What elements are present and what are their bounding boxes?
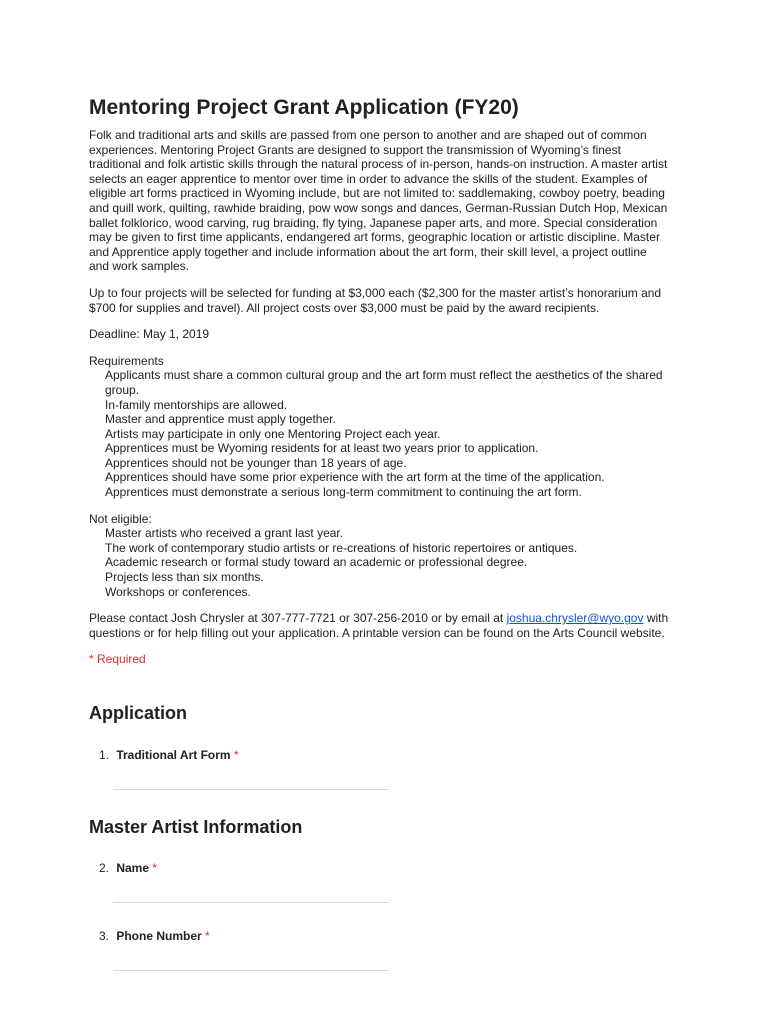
requirement-item: Applicants must share a common cultural group and the art form must reflect the aesthetics of the shared group. (105, 368, 663, 397)
question-phone-number (99, 929, 669, 943)
section-title-application: Application (89, 703, 187, 724)
section-title-master-artist: Master Artist Information (89, 817, 303, 838)
requirement-item: In-family mentorships are allowed. (105, 397, 288, 412)
required-note: * Required (89, 652, 146, 667)
contact-text-after: with questions or for help filling out your application. A printable version can be found on the Arts Council website. (89, 611, 669, 640)
required-asterisk: * (149, 861, 158, 876)
question-name (99, 861, 669, 875)
not-eligible-item: The work of contemporary studio artists or re-creations of historic repertoires or antiques. (105, 540, 578, 555)
phone-number-input[interactable] (113, 970, 389, 971)
question-traditional-art-form (99, 748, 669, 762)
requirement-item: Apprentices must be Wyoming residents for at least two years prior to application. (105, 441, 539, 456)
funding-paragraph: Up to four projects will be selected for funding at $3,000 each ($2,300 for the master artist’s honorarium and $700 for supplies and travel). All project costs over $3,000 must be paid by the award recipients. (89, 285, 662, 315)
requirement-item: Apprentices should not be younger than 18 years of age. (105, 455, 407, 470)
not-eligible-heading: Not eligible: (89, 511, 152, 526)
intro-paragraph: Folk and traditional arts and skills are passed from one person to another and are shaped out of common experiences. Mentoring Project Grants are designed to support the transmission of Wyoming’s finest traditional and folk artistic skills through the natural process of in-person, hands-on instruction. A master artist selects an eager apprentice to mentor over time in order to advance the skills of the student. Examples of eligible art forms practiced in Wyoming include, but are not limited to: saddlemaking, cowboy poetry, beading and quill work, quilting, rawhide braiding, pow wow songs and dances, German-Russian Dutch Hop, Mexican ballet folklorico, wood carving, rug braiding, fly tying, Japanese paper arts, and more. Special consideration may be given to first time applicants, endangered art forms, geographic location or artistic discipline. Master and Apprentice apply together and include information about the art form, their skill level, a project outline and work samples. (89, 128, 668, 274)
contact-text-before: Please contact Josh Chrysler at 307-777-7721 or 307-256-2010 or by email at (89, 611, 507, 626)
question-number: 1. (99, 748, 110, 763)
not-eligible-item: Master artists who received a grant last year. (105, 526, 344, 541)
requirements-heading: Requirements (89, 353, 164, 368)
requirement-item: Artists may participate in only one Mentoring Project each year. (105, 426, 441, 441)
question-label: Name (116, 861, 150, 876)
contact-paragraph (89, 611, 669, 640)
question-label: Traditional Art Form (116, 748, 231, 763)
not-eligible-item: Workshops or conferences. (105, 584, 251, 599)
not-eligible-item: Academic research or formal study toward an academic or professional degree. (105, 555, 528, 570)
question-label: Phone Number (116, 929, 202, 944)
deadline-text: Deadline: May 1, 2019 (89, 327, 210, 342)
form-page (89, 96, 669, 971)
question-number: 3. (99, 929, 110, 944)
not-eligible-block (89, 512, 669, 600)
required-asterisk: * (230, 748, 239, 763)
required-asterisk: * (201, 929, 210, 944)
requirement-item: Apprentices must demonstrate a serious long-term commitment to continuing the art form. (105, 485, 582, 500)
requirements-block (89, 354, 669, 500)
contact-email-link[interactable]: joshua.chrysler@wyo.gov (506, 611, 644, 626)
page-title: Mentoring Project Grant Application (FY20) (89, 96, 519, 119)
traditional-art-form-input[interactable] (113, 789, 389, 790)
name-input[interactable] (113, 902, 389, 903)
requirement-item: Apprentices should have some prior experience with the art form at the time of the application. (105, 470, 605, 485)
not-eligible-item: Projects less than six months. (105, 570, 264, 585)
requirement-item: Master and apprentice must apply together. (105, 412, 336, 427)
question-number: 2. (99, 861, 110, 876)
